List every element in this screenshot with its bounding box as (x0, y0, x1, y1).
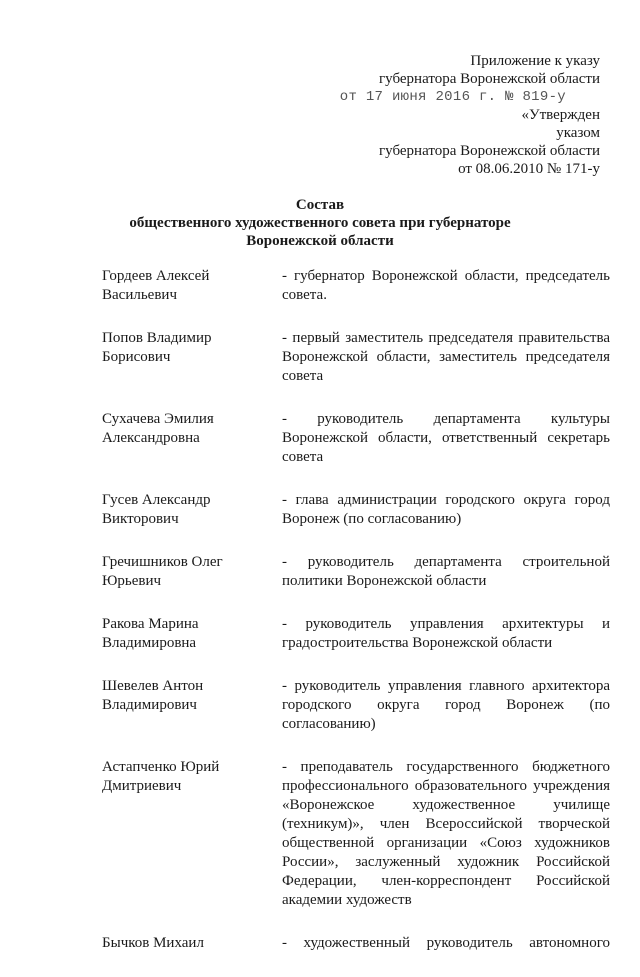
member-patronymic: Александровна (102, 430, 200, 446)
member-entry (102, 410, 610, 467)
member-name (102, 934, 282, 953)
member-surname: Ракова Марина (102, 616, 199, 632)
member-entry (102, 553, 610, 591)
document-header (340, 52, 600, 178)
member-role: - первый заместитель председателя правительства Воронежской области, заместитель председателя совета (282, 330, 610, 384)
member-surname: Шевелев Антон (102, 678, 204, 694)
member-role: - руководитель департамента культуры Воронежской области, ответственный секретарь совета (282, 411, 610, 465)
member-surname: Сухачева Эмилия (102, 411, 214, 427)
members-list (102, 267, 610, 977)
member-entry (102, 615, 610, 653)
member-role: - губернатор Воронежской области, председатель совета. (282, 268, 610, 303)
member-name (102, 491, 282, 529)
date-stamp: от 17 июня 2016 г. № 819-у (339, 89, 566, 105)
member-surname: Гордеев Алексей (102, 268, 210, 284)
member-patronymic: Дмитриевич (102, 778, 182, 794)
member-name (102, 615, 282, 653)
member-patronymic: Юрьевич (102, 573, 162, 589)
member-entry (102, 329, 610, 386)
header-line-3: «Утвержден (521, 107, 600, 123)
member-surname: Бычков Михаил (102, 935, 204, 951)
member-patronymic: Владимирович (102, 697, 197, 713)
member-patronymic: Васильевич (102, 287, 177, 303)
member-name (102, 677, 282, 734)
header-line-5: губернатора Воронежской области (379, 143, 600, 159)
member-entry (102, 491, 610, 529)
member-role: - руководитель департамента строительной политики Воронежской области (282, 554, 610, 589)
title-line-1: Состав (295, 197, 345, 213)
title-line-3: Воронежской области (246, 233, 394, 249)
member-surname: Попов Владимир (102, 330, 212, 346)
member-patronymic: Викторович (102, 511, 179, 527)
header-line-1: Приложение к указу (470, 53, 600, 69)
member-name (102, 553, 282, 591)
member-surname: Гречишников Олег (102, 554, 223, 570)
member-role: - глава администрации городского округа город Воронеж (по согласованию) (282, 492, 610, 527)
header-line-2: губернатора Воронежской области (379, 71, 600, 87)
member-surname: Гусев Александр (102, 492, 211, 508)
member-name (102, 410, 282, 467)
member-role: - художественный руководитель автономного (282, 935, 610, 951)
member-entry (102, 677, 610, 734)
member-patronymic: Владимировна (102, 635, 197, 651)
member-name (102, 758, 282, 910)
member-name (102, 329, 282, 386)
member-surname: Астапченко Юрий (102, 759, 220, 775)
member-entry (102, 934, 610, 953)
member-entry (102, 758, 610, 910)
header-line-6: от 08.06.2010 № 171-у (458, 161, 600, 177)
document-title (0, 196, 640, 250)
member-role: - руководитель управления главного архитектора городского округа город Воронеж (по согласованию) (282, 678, 610, 732)
member-patronymic: Борисович (102, 349, 171, 365)
member-entry (102, 267, 610, 305)
member-role: - руководитель управления архитектуры и градостроительства Воронежской области (282, 616, 610, 651)
header-line-4: указом (556, 125, 600, 141)
member-name (102, 267, 282, 305)
member-role: - преподаватель государственного бюджетного профессионального образовательного учреждения «Воронежское художественное училище (техникум)», член Всероссийской творческой общественной организации «Союз художников России», заслуженный художник Российской Федерации, член-корреспондент Российской академии художеств (282, 759, 610, 908)
title-line-2: общественного художественного совета при губернаторе (129, 215, 511, 231)
